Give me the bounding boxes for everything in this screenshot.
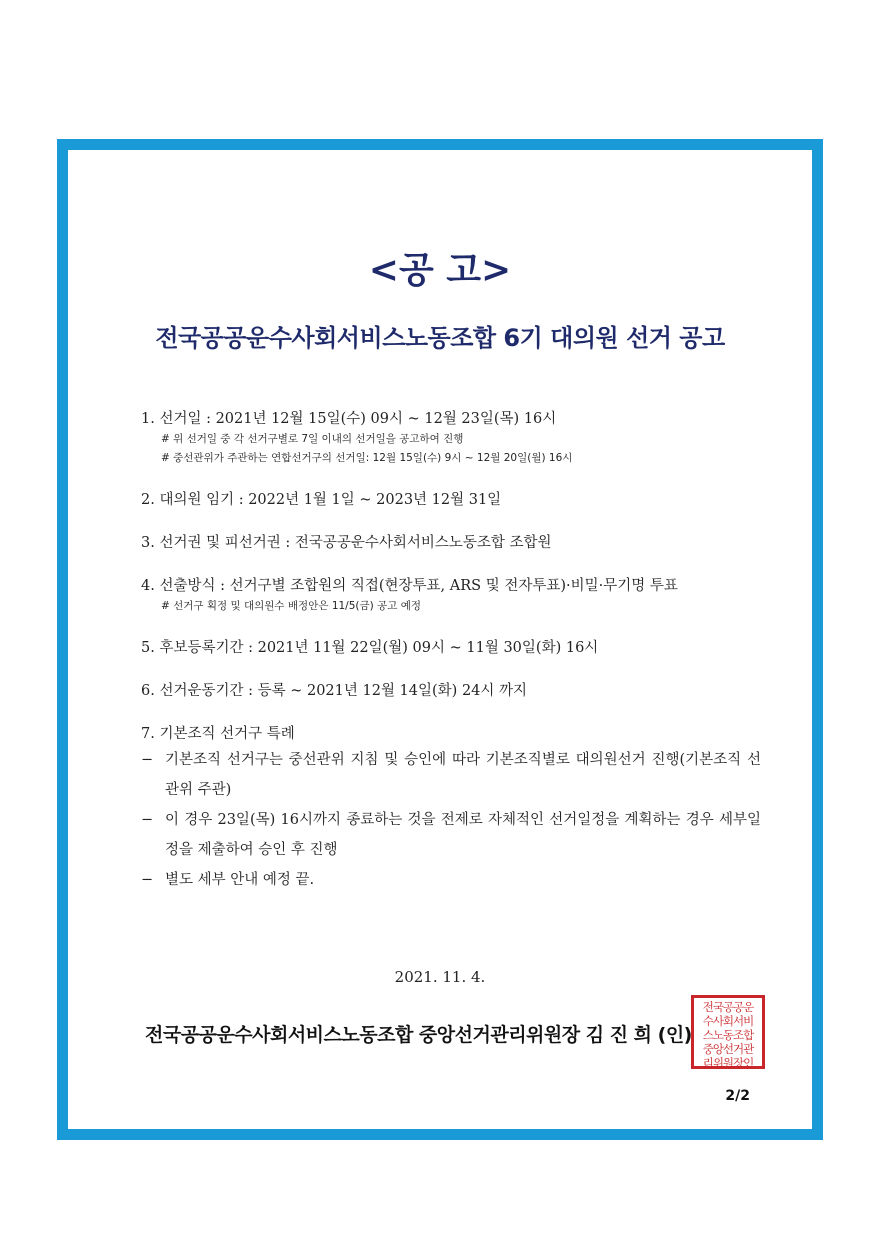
item-4: 4. 선출방식 : 선거구별 조합원의 직접(현장투표, ARS 및 전자투표)·비밀·무기명 투표 xyxy=(141,578,678,594)
seal-line-4: 중앙선거관 xyxy=(702,1042,754,1056)
seal-line-3: 스노동조합 xyxy=(702,1028,754,1042)
seal-line-2: 수사회서비 xyxy=(702,1014,754,1028)
item-4-note-1: # 선거구 획정 및 대의원수 배정안은 11/5(금) 공고 예정 xyxy=(161,600,421,612)
item-7: 7. 기본조직 선거구 특례 xyxy=(141,726,295,742)
item-5: 5. 후보등록기간 : 2021년 11월 22일(월) 09시 ~ 11월 30일(화) 16시 xyxy=(141,640,599,656)
seal-line-5: 리위원장인 xyxy=(702,1056,754,1070)
dash-mark: − xyxy=(141,872,154,888)
item-1-note-2: # 중선관위가 주관하는 연합선거구의 선거일: 12월 15일(수) 9시 ~ 12월 20일(월) 16시 xyxy=(161,452,573,464)
dash-mark: − xyxy=(141,752,154,768)
dash-item-1 xyxy=(141,745,761,805)
dash-text-2: 이 경우 23일(목) 16시까지 종료하는 것을 전제로 자체적인 선거일정을 계획하는 경우 세부일정을 제출하여 승인 후 진행 xyxy=(165,812,761,858)
dash-item-3 xyxy=(141,865,761,895)
notice-heading: <공 고> xyxy=(368,249,512,291)
item-2: 2. 대의원 임기 : 2022년 1월 1일 ~ 2023년 12월 31일 xyxy=(141,492,502,508)
dash-text-3: 별도 세부 안내 예정 끝. xyxy=(165,872,315,888)
page-number: 2/2 xyxy=(725,1088,750,1104)
item-6: 6. 선거운동기간 : 등록 ~ 2021년 12월 14일(화) 24시 까지 xyxy=(141,683,528,699)
dash-text-1: 기본조직 선거구는 중선관위 지침 및 승인에 따라 기본조직별로 대의원선거 진행(기본조직 선관위 주관) xyxy=(165,752,761,798)
seal-line-1: 전국공공운 xyxy=(702,1000,754,1014)
dash-item-2 xyxy=(141,805,761,865)
item-3: 3. 선거권 및 피선거권 : 전국공공운수사회서비스노동조합 조합원 xyxy=(141,535,552,551)
notice-frame xyxy=(57,139,823,1140)
official-seal xyxy=(691,995,765,1069)
notice-body xyxy=(141,408,761,895)
item-1: 1. 선거일 : 2021년 12월 15일(수) 09시 ~ 12월 23일(목) 16시 xyxy=(141,411,557,427)
dash-mark: − xyxy=(141,812,154,828)
item-1-note-1: # 위 선거일 중 각 선거구별로 7일 이내의 선거일을 공고하여 진행 xyxy=(161,433,464,445)
signer-line: 전국공공운수사회서비스노동조합 중앙선거관리위원장 김 진 희 (인) xyxy=(145,1024,692,1046)
notice-date: 2021. 11. 4. xyxy=(394,968,486,986)
notice-title: 전국공공운수사회서비스노동조합 6기 대의원 선거 공고 xyxy=(155,324,725,352)
